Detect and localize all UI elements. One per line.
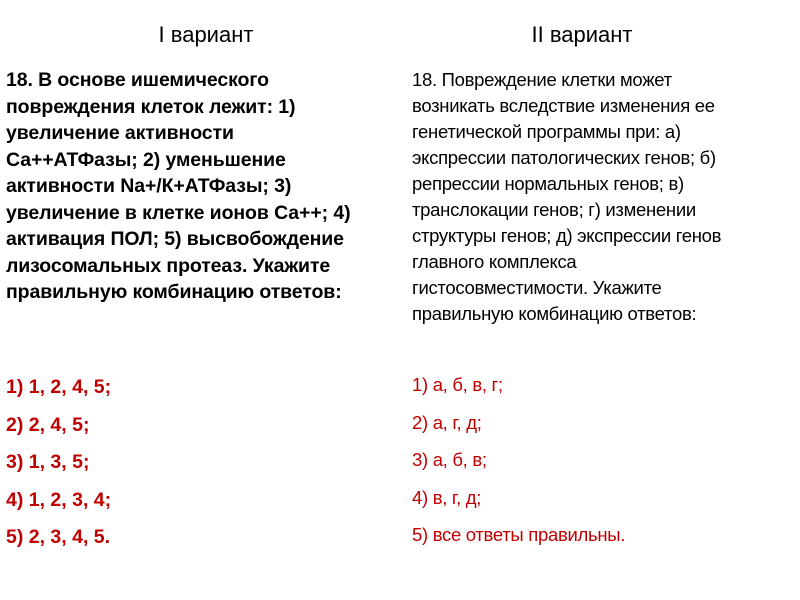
variant-1-answer-1: 1) 1, 2, 4, 5; (6, 376, 112, 398)
variant-2-question: 18. Повреждение клетки может возникать вследствие изменения ее генетической программы при: а) экспрессии патологических генов; б) репрессии нормальных генов; в) транслокации генов; г) изменении структуры генов; д) экспрессии генов главного комплекса гистосовместимости. Укажите правильную комбинацию ответов: (412, 69, 722, 324)
variant-2-answer-5: 5) все ответы правильны. (412, 524, 626, 545)
variant-2-answer-4: 4) в, г, д; (412, 486, 482, 508)
variant-1-answer-5: 5) 2, 3, 4, 5. (6, 526, 111, 548)
variant-2-answer-2: 2) а, г, д; (412, 411, 482, 433)
variant-2-answer-3: 3) а, б, в; (412, 449, 487, 470)
variant-2-heading: II вариант (531, 22, 633, 47)
variant-1-heading: I вариант (158, 22, 254, 47)
variant-1-question: 18. В основе ишемического повреждения клеток лежит: 1) увеличение активности Са++АТФазы; 2) уменьшение активности Na+/К+АТФазы; 3) увеличение в клетке ионов Са++; 4) активация ПОЛ; 5) высвобождение лизосомальных протеаз. Укажите правильную комбинацию ответов: (6, 69, 351, 303)
variant-1-answer-3: 3) 1, 3, 5; (6, 451, 90, 473)
variant-1-answer-2: 2) 2, 4, 5; (6, 413, 90, 436)
variant-1-answers (6, 369, 111, 557)
variant-2-answers (412, 366, 625, 554)
variant-2-answer-1: 1) а, б, в, г; (412, 374, 503, 395)
variant-1-answer-4: 4) 1, 2, 3, 4; (6, 488, 112, 511)
